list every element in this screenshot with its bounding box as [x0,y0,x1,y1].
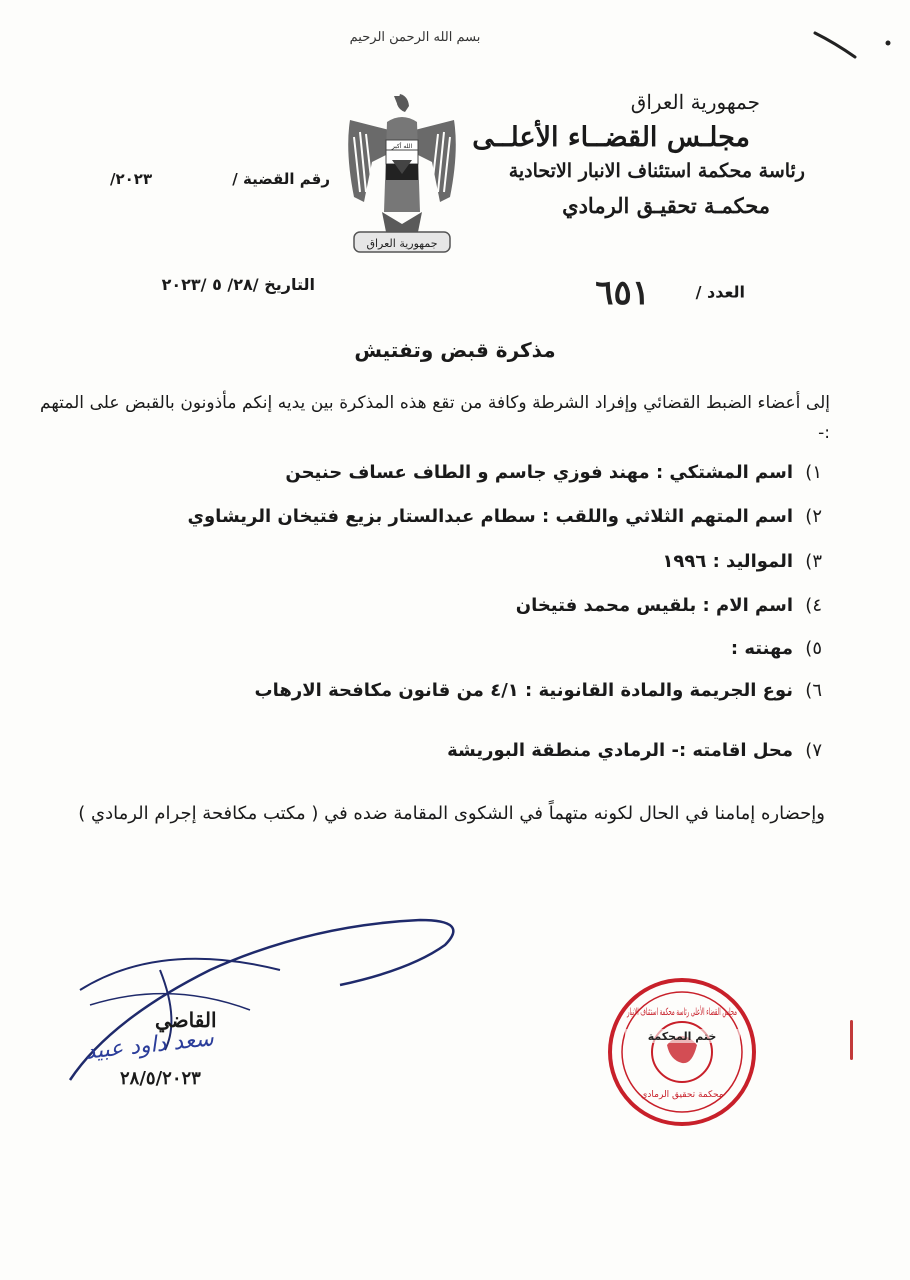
item-value: ١٩٩٦ [662,551,707,572]
item-number: ٤) [805,595,822,616]
item-value: ٤/١ من قانون مكافحة الارهاب [254,680,519,701]
emblem-banner: الله أكبر [391,143,413,150]
iraq-emblem-icon [342,92,462,257]
item-crime-type [255,680,822,701]
red-mark [850,1020,853,1060]
pen-stroke-mark [810,25,900,75]
item-number: ٣) [805,551,822,572]
signature-scribble [50,900,470,1100]
item-number: ٦) [805,680,822,701]
court-stamp-icon [605,975,836,1130]
item-mother-name [516,595,822,616]
item-number: ٧) [805,740,822,761]
basmala: بسم الله الرحمن الرحيم [349,30,481,45]
item-value: بلقيس محمد فتيخان [515,595,697,616]
header-presidency: رئاسة محكمة استئناف الانبار الاتحادية [508,160,805,182]
item-residence [447,740,822,761]
item-label: المواليد : [712,551,794,572]
item-number: ٢) [805,506,822,527]
stamp-inner-text: ختم المحكمة [647,1030,717,1043]
judge-name: سعد داود عبيد [84,1026,215,1065]
date-label: التاريخ [264,275,315,294]
item-label: نوع الجريمة والمادة القانونية : [525,680,794,701]
item-complainant [285,462,822,483]
item-value: سطام عبدالستار بزيع فتيخان الريشاوي [187,506,536,527]
item-label: محل اقامته :- [671,740,794,761]
item-label: مهنته : [730,638,794,659]
item-birth-year [662,551,822,572]
number-value: ٦٥١ [595,273,651,313]
number-label: العدد / [695,282,745,302]
item-label: اسم الام : [702,595,794,616]
stamp-court-text: محكمة تحقيق الرمادي [640,1090,724,1100]
item-occupation [731,638,822,659]
item-accused-name [188,506,823,527]
item-label: اسم المتهم الثلاثي واللقب : [542,506,794,527]
case-number-label: رقم القضية / [232,170,330,188]
header-country: جمهورية العراق [630,90,760,114]
header-council: مجلـس القضــاء الأعلــى [472,122,750,153]
document-number [595,273,745,313]
closing-paragraph: وإحضاره إمامنا في الحال لكونه متهماً في الشكوى المقامة ضده في ( مكتب مكافحة إجرام الرمادي ) [78,803,825,824]
stamp-outer-text: مجلس القضاء الأعلى رئاسة محكمة استئناف الانبار [627,1007,836,1018]
emblem-caption: جمهورية العراق [366,237,438,250]
item-number: ١) [805,462,822,483]
signature-date: ٢٨/٥/٢٠٢٣ [120,1068,201,1089]
date-value: /٢٨/ ٥ /٢٠٢٣ [161,275,259,294]
item-label: اسم المشتكي : [655,462,794,483]
item-number: ٥) [805,638,822,659]
document-title: مذكرة قبض وتفتيش [354,338,556,362]
document-date [110,275,315,294]
item-value: مهند فوزي جاسم و الطاف عساف حنيحن [285,462,650,483]
item-value: الرمادي منطقة البوريشة [447,740,666,761]
judge-title: القاضي [155,1008,217,1032]
intro-paragraph: إلى أعضاء الضبط القضائي وإفراد الشرطة وكافة من تقع هذه المذكرة بين يديه إنكم مأذونون بالقبض على المتهم :- [40,393,830,443]
case-number-value: ٢٠٢٣/ [110,170,153,188]
header-court: محكمـة تحقيـق الرمادي [562,193,770,218]
